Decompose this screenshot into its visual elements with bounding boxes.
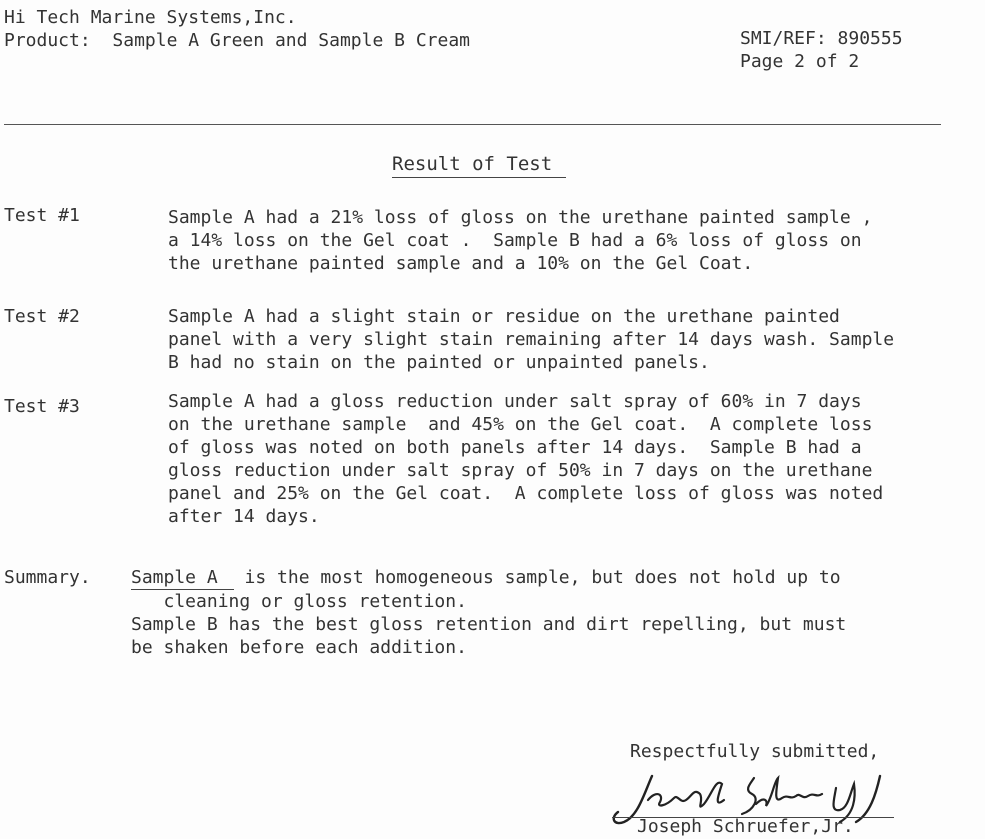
summary-sample-a: Sample A [131,566,234,590]
test-1-line-1: Sample A had a 21% loss of gloss on the urethane painted sample , [168,207,873,228]
closing-text: Respectfully submitted, [630,741,880,762]
test-3-label: Test #3 [4,396,80,417]
test-2-body [168,305,894,374]
section-title-text: Result of Test [392,153,553,175]
test-3-line-4: gloss reduction under salt spray of 50% in 7 days on the urethane [168,460,873,481]
ref-label: SMI/REF: [740,28,827,49]
test-2-label: Test #2 [4,306,80,327]
page-number: Page 2 of 2 [740,51,860,72]
test-3-line-5: panel and 25% on the Gel coat. A complete loss of gloss was noted [168,483,884,504]
product-label: Product: [4,30,91,51]
test-1-line-3: the urethane painted sample and a 10% on the Gel Coat. [168,253,754,274]
ref-number: 890555 [837,28,903,49]
header-divider [4,124,941,125]
test-2-line-3: B had no stain on the painted or unpainted panels. [168,352,710,373]
test-3-line-3: of gloss was noted on both panels after 14 days. Sample B had a [168,437,862,458]
signer-name: Joseph Schruefer,Jr. [637,816,854,837]
test-2-line-1: Sample A had a slight stain or residue on the urethane painted [168,306,840,327]
section-title-underline [392,177,566,178]
test-3-line-1: Sample A had a gloss reduction under salt spray of 60% in 7 days [168,391,862,412]
summary-line-4: be shaken before each addition. [131,637,467,658]
test-3-line-2: on the urethane sample and 45% on the Gel coat. A complete loss [168,414,873,435]
summary-line-3: Sample B has the best gloss retention and dirt repelling, but must [131,614,847,635]
test-1-body [168,206,872,275]
product-value: Sample A Green and Sample B Cream [112,30,471,51]
test-3-line-6: after 14 days. [168,506,320,527]
test-3-body [168,390,883,528]
section-title [392,153,552,176]
test-1-label: Test #1 [4,205,80,226]
header-left [4,6,470,52]
test-2-line-2: panel with a very slight stain remaining after 14 days wash. Sample [168,329,895,350]
summary-body [131,566,846,659]
header-right [740,27,903,73]
summary-line-2: cleaning or gloss retention. [131,591,467,612]
summary-label: Summary. [4,567,91,588]
test-1-line-2: a 14% loss on the Gel coat . Sample B had a 6% loss of gloss on [168,230,862,251]
company-name: Hi Tech Marine Systems,Inc. [4,7,297,28]
summary-line-1: is the most homogeneous sample, but does not hold up to [233,567,841,588]
